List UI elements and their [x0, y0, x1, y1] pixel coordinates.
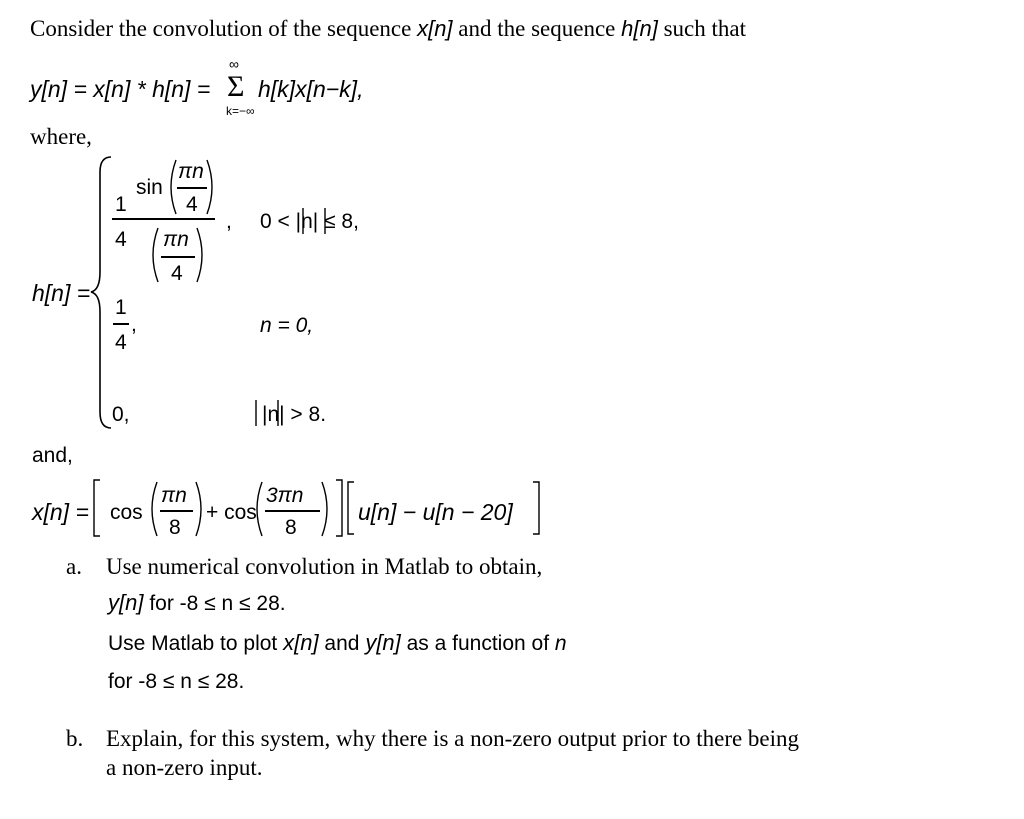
paren-den-right	[197, 228, 202, 282]
x-def-arg2-num: 3πn	[266, 484, 304, 507]
case1-coef-den: 4	[115, 228, 127, 251]
x-def-arg1-bar	[160, 510, 193, 512]
x-def-plus-cos: + cos	[206, 501, 257, 524]
question-b-marker: b.	[66, 726, 84, 751]
case1-coef-num: 1	[115, 193, 127, 216]
conv-sigma: Σ	[227, 70, 245, 103]
step-bracket-right	[533, 482, 539, 534]
case1-den-bar	[161, 256, 195, 258]
intro-such-that: such that	[663, 16, 746, 41]
case3-value: 0,	[112, 403, 130, 426]
question-a-x-of-n: x[n]	[283, 630, 319, 655]
x-def-arg2-bar	[265, 510, 320, 512]
paren-cos1-left	[152, 482, 157, 536]
paren-den-left	[153, 228, 158, 282]
case1-comma: ,	[226, 210, 232, 233]
paren-cos2-left	[257, 482, 262, 536]
case1-sin: sin	[136, 176, 163, 199]
x-def-step: u[n] − u[n − 20]	[358, 499, 513, 525]
question-a-line3	[108, 630, 567, 656]
question-a-marker: a.	[66, 554, 82, 579]
question-a-line2	[108, 590, 286, 616]
step-bracket-left	[348, 482, 354, 534]
intro-and-sequence: and the sequence	[458, 16, 616, 41]
case2-comma: ,	[131, 313, 137, 336]
where-label: where,	[30, 124, 92, 149]
question-a-plot-text: Use Matlab to plot	[108, 632, 278, 655]
intro-consider: Consider the convolution of the sequence	[30, 16, 412, 41]
question-a-y-of-n-2: y[n]	[365, 630, 401, 655]
question-a-line1: Use numerical convolution in Matlab to obtain,	[106, 554, 543, 579]
case2-bar	[113, 323, 129, 325]
case1-arg-den: 4	[186, 193, 198, 216]
question-a-range: for -8 ≤ n ≤ 28.	[149, 592, 286, 615]
cases-brace	[91, 157, 111, 428]
x-bracket-left	[94, 480, 100, 536]
question-a-and: and	[324, 632, 360, 655]
x-def-lhs: x[n] =	[32, 499, 89, 525]
x-def-arg1-den: 8	[169, 516, 181, 539]
paren-cos2-right	[322, 482, 327, 536]
x-def-arg2-den: 8	[285, 516, 297, 539]
conv-eq-rhs: h[k]x[n−k],	[258, 76, 364, 102]
question-a-function-of: as a function of	[406, 632, 550, 655]
question-b-line2: a non-zero input.	[106, 755, 263, 780]
x-def-cos1: cos	[110, 501, 143, 524]
and-label: and,	[32, 444, 73, 467]
case1-main-fraction-bar	[112, 218, 215, 220]
paren-sin-left	[171, 160, 176, 214]
case2-num: 1	[115, 296, 127, 319]
case1-condition: 0 < |n| ≤ 8,	[260, 210, 359, 233]
conv-sigma-upper: ∞	[229, 56, 239, 72]
x-bracket-right	[336, 480, 342, 536]
case2-den: 4	[115, 331, 127, 354]
case3-condition: |n| > 8.	[262, 403, 327, 426]
case1-arg-num: πn	[178, 160, 204, 183]
question-a-y-of-n: y[n]	[108, 590, 144, 615]
case1-arg-bar	[177, 187, 207, 189]
h-def-lhs: h[n] =	[32, 280, 91, 306]
question-a-n: n	[554, 632, 567, 655]
intro-h-of-n: h[n]	[621, 16, 658, 41]
case1-den-den: 4	[171, 262, 183, 285]
conv-sigma-lower: k=−∞	[226, 104, 255, 118]
paren-sin-right	[207, 160, 212, 214]
question-a-line4: for -8 ≤ n ≤ 28.	[108, 670, 245, 693]
conv-eq-lhs: y[n] = x[n] * h[n] =	[30, 76, 211, 102]
question-b-line1: Explain, for this system, why there is a non-zero output prior to there being	[106, 726, 800, 751]
intro-x-of-n: x[n]	[417, 16, 453, 41]
x-def-arg1-num: πn	[161, 484, 187, 507]
case1-den-num: πn	[163, 228, 189, 251]
paren-cos1-right	[196, 482, 201, 536]
case2-condition: n = 0,	[260, 314, 314, 337]
